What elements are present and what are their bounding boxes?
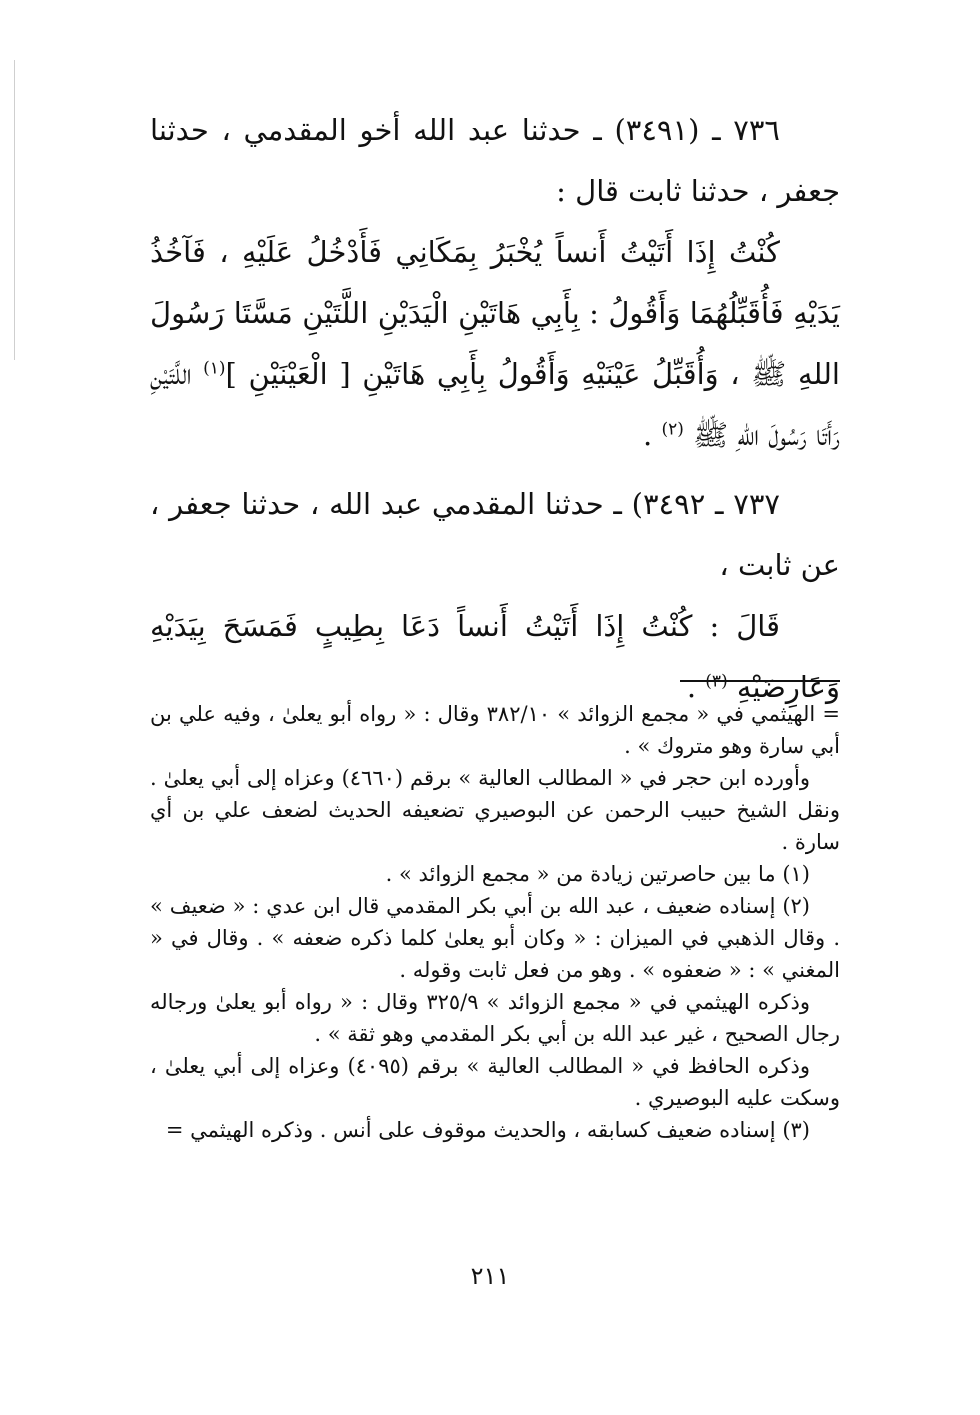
matn-text: قَالَ : كُنْتُ إِذَا أَتَيْتُ أَنساً دَعَا بِطِيبٍ فَمَسَحَ بِيَدَيْهِ وَعَارِضَيْهِ [150, 609, 840, 704]
page-number: ٢١١ [470, 1262, 510, 1290]
footnote-ref-2: (٢) [661, 419, 684, 440]
footnote-3: (٣) إسناده ضعيف كسابقه ، والحديث موقوف على أنس . وذكره الهيثمي = [165, 1118, 810, 1142]
footnote-paragraph: وأورده ابن حجر في « المطالب العالية » برقم (٤٦٦٠) وعزاه إلى أبي يعلىٰ . ونقل الشيخ حبيب الرحمن عن البوصيري تضعيفه الحديث لضعف علي بن أي سارة . [150, 766, 840, 854]
matn-text: كُنْتُ إِذَا أَتَيْتُ أَنساً يُخْبَرُ بِمَكَانِي فَأَدْخُلُ عَلَيْهِ ، فَآخُذُ يَدَيْهِ فَأُقَبِّلُهُمَا وَأَقُولُ : بِأَبِي هَاتَيْنِ الْيَدَيْنِ اللَّتَيْنِ مَسَّتَا رَسُولَ اللهِ ﷺ ، وَأُقَبِّلُ عَيْنَيْهِ وَأَقُولُ بِأَبِي هَاتَيْنِ [ الْعَيْنَيْنِ ] [150, 235, 840, 391]
matn-end: . [643, 418, 662, 452]
hadith-736 [150, 100, 840, 466]
matn-text-continued: اللَّتَيْنِ رَأَتَا رَسُولَ اللهِ ﷺ [150, 357, 840, 452]
footnotes [150, 698, 840, 1146]
hadith-matn [150, 222, 840, 466]
footnote-paragraph: وذكره الهيثمي في « مجمع الزوائد » ٣٢٥/٩ وقال : « رواه أبو يعلىٰ ورجاله رجال الصحيح ، غير عبد الله بن أبي بكر المقدمي وهو ثقة » . [150, 990, 840, 1046]
footnote-paragraph: وذكره الحافظ في « المطالب العالية » برقم (٤٠٩٥) وعزاه إلى أبي يعلىٰ ، وسكت عليه البوصيري . [150, 1054, 840, 1110]
footnote-paragraph: = الهيثمي في « مجمع الزوائد » ٣٨٢/١٠ وقال : « رواه أبو يعلىٰ ، وفيه علي بن أبي سارة وهو متروك » . [150, 702, 840, 758]
footnote-ref-3: (٣) [705, 671, 728, 692]
main-text [150, 100, 840, 718]
hadith-isnad: ٧٣٦ ـ (٣٤٩١) ـ حدثنا عبد الله أخو المقدمي ، حدثنا جعفر ، حدثنا ثابت قال : [150, 113, 840, 208]
footnote-2: (٢) إسناده ضعيف ، عبد الله بن أبي بكر المقدمي قال ابن عدي : « ضعيف » . وقال الذهبي في الميزان : « وكان أبو يعلىٰ كلما ذكره ضعفه » . وقال في « المغني » : « ضعفوه » . وهو من فعل ثابت وقوله . [150, 894, 840, 982]
footnote-separator [680, 680, 840, 682]
footnote-ref-1: (١) [203, 358, 226, 379]
scan-margin-line [14, 60, 15, 360]
matn-end: . [686, 670, 706, 704]
footnote-1: (١) ما بين حاصرتين زيادة من « مجمع الزوائد » . [385, 862, 810, 886]
hadith-isnad: ٧٣٧ ـ ٣٤٩٢) ـ حدثنا المقدمي عبد الله ، حدثنا جعفر ، عن ثابت ، [150, 487, 840, 582]
